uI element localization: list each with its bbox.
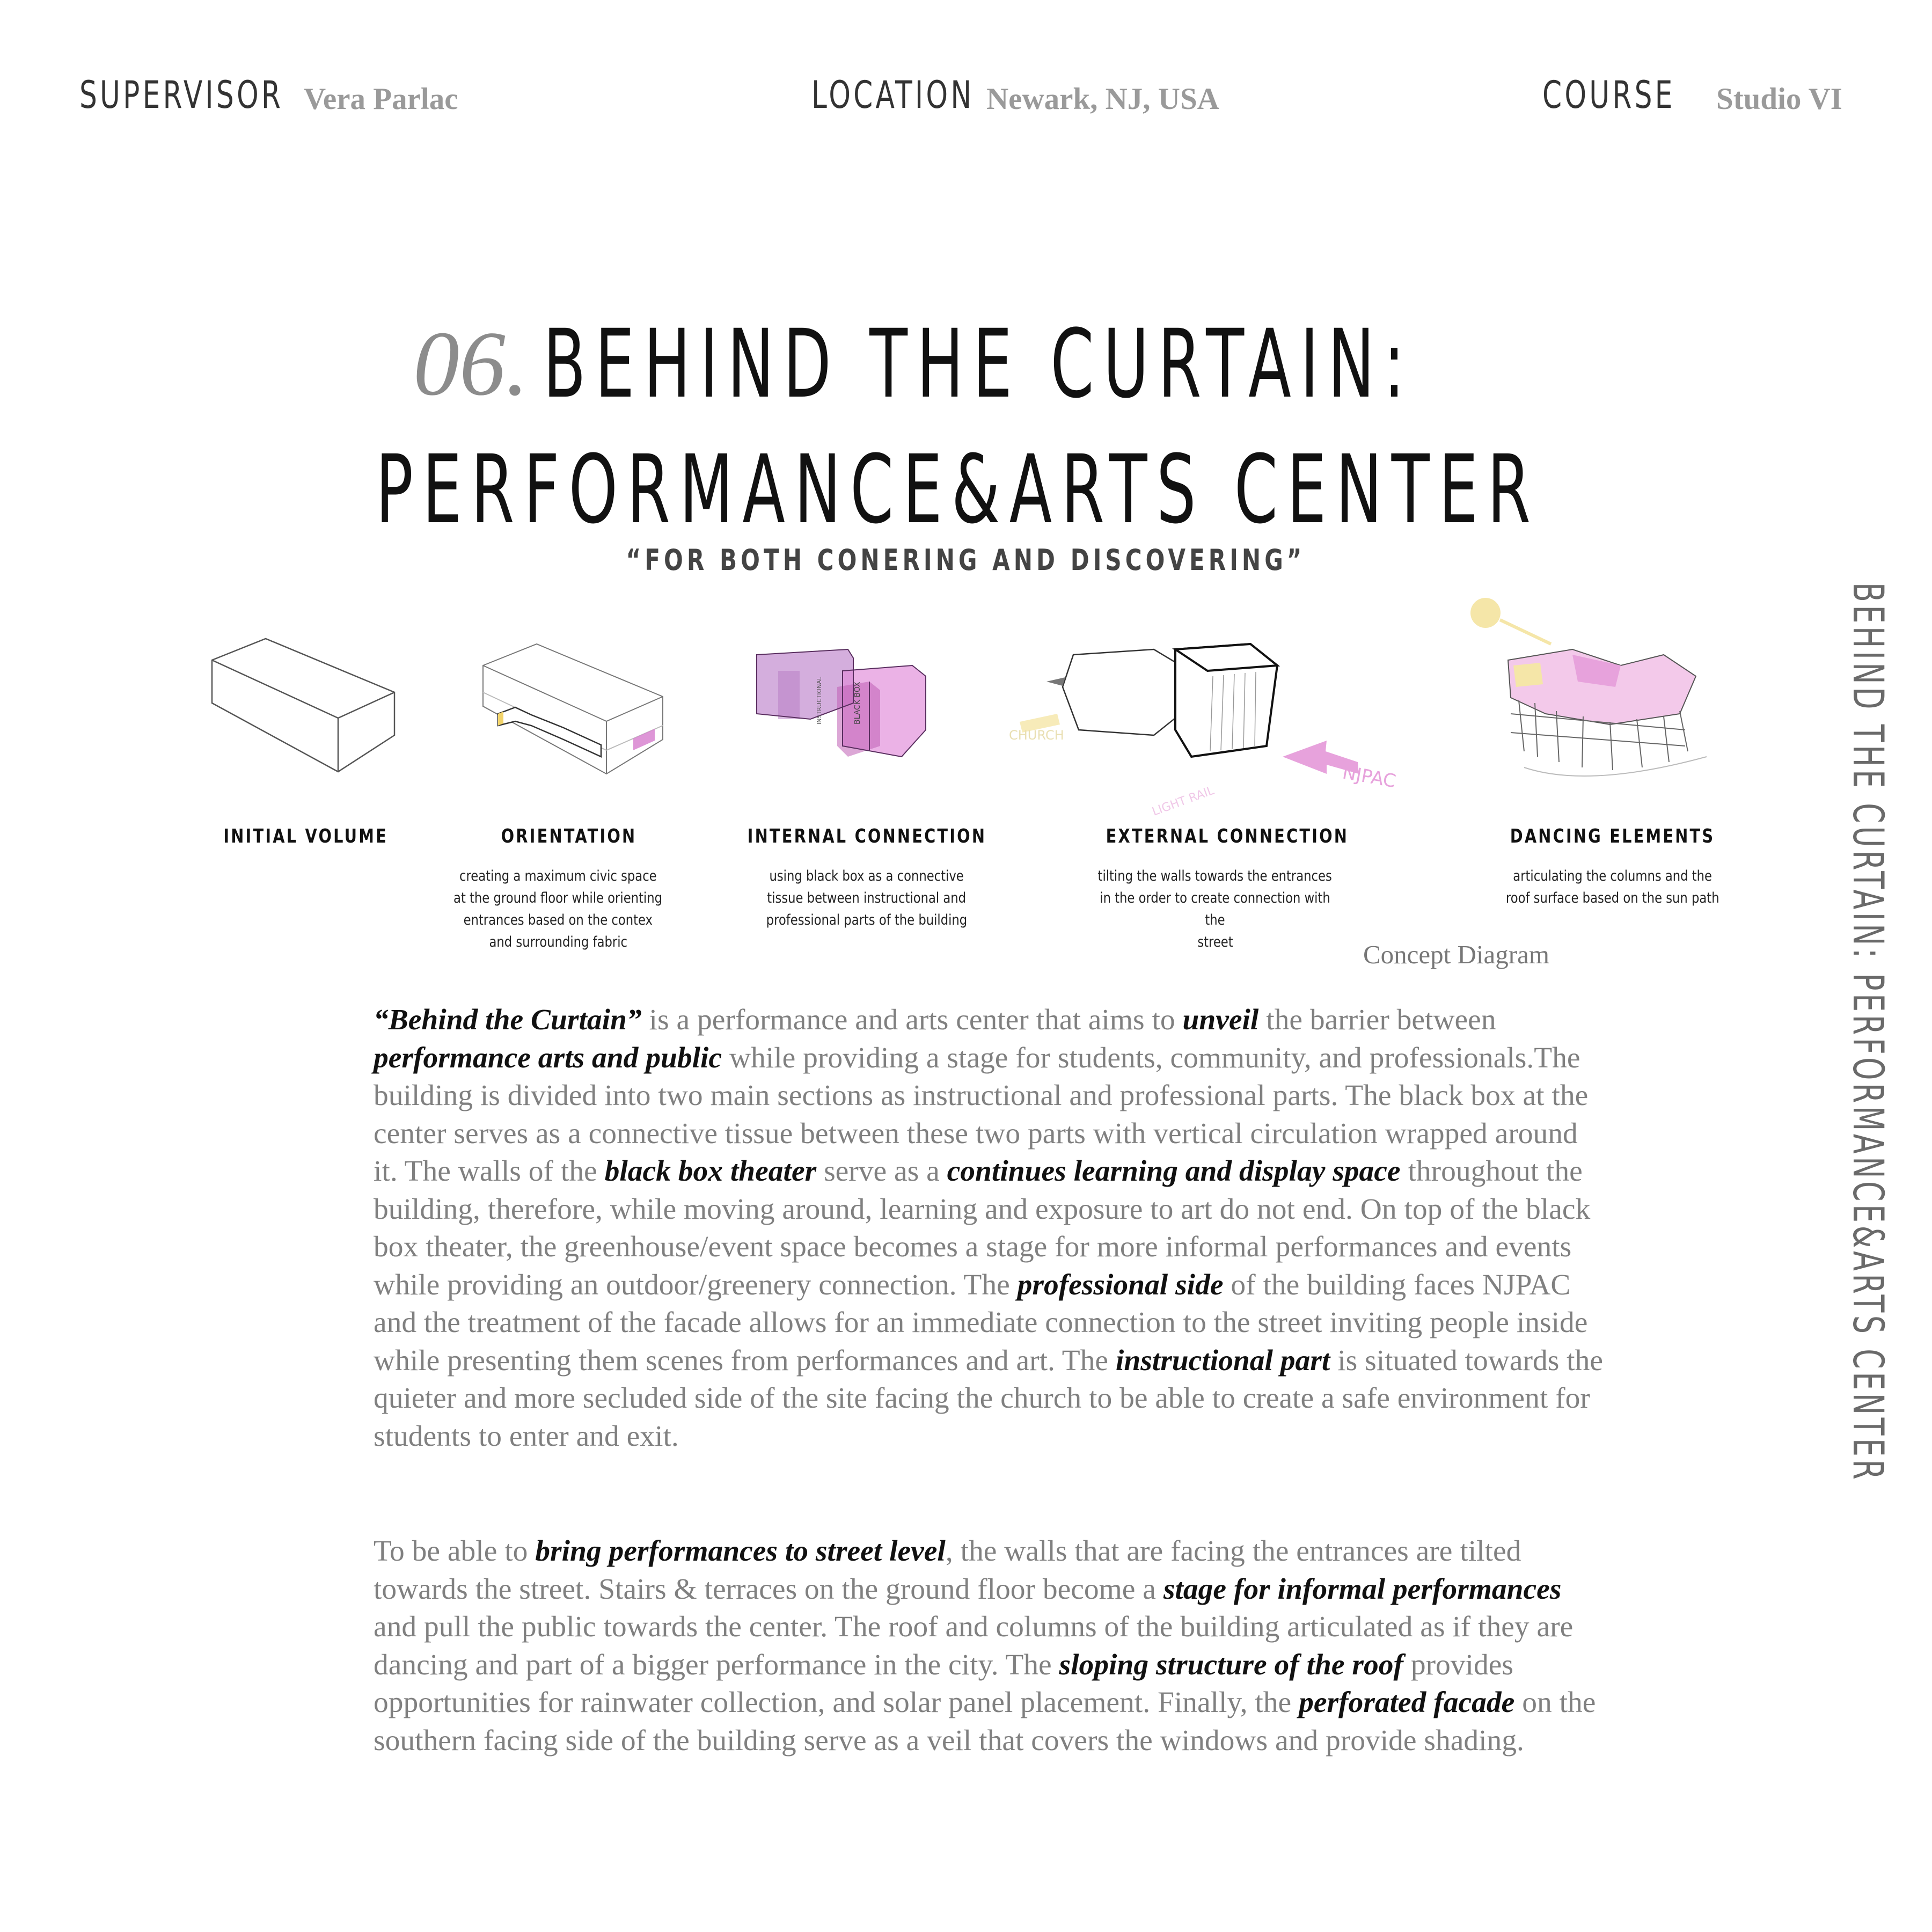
page-title-line-1: BEHIND THE CURTAIN:	[543, 309, 1414, 419]
body-text: provides opportunities for rainwater collection, and solar panel placement. Finally, the	[374, 1648, 1513, 1719]
diagram-external-connection	[998, 633, 1438, 826]
body-text: is a performance and arts center that aims to	[641, 1004, 1183, 1036]
page-subtitle: “FOR BOTH CONERING AND DISCOVERING”	[626, 543, 1306, 577]
light-rail-map-label: LIGHT RAIL	[1150, 784, 1216, 819]
emphasis-text: professional side	[1017, 1268, 1224, 1301]
body-text: To be able to	[374, 1535, 536, 1568]
body-text: is situated towards the quieter and more secluded side of the site facing the church to be able to create a safe environment for students to enter and exit.	[374, 1344, 1603, 1453]
emphasis-text: sloping structure of the roof	[1059, 1648, 1403, 1681]
body-text: of the building faces NJPAC and the treatment of the facade allows for an immediate connection to the street inviting people inside while presenting them scenes from performances and art. The	[374, 1268, 1588, 1377]
course-label: COURSE	[1542, 73, 1675, 117]
stage-label-orientation: ORIENTATION	[501, 825, 637, 847]
sun-icon	[1470, 598, 1501, 628]
side-title: BEHIND THE CURTAIN: PERFORMANCE&ARTS CENTER	[1843, 582, 1892, 1483]
supervisor-value: Vera Parlac	[304, 82, 458, 116]
body-text: serve as a	[816, 1155, 947, 1188]
emphasis-text: bring performances to street level	[535, 1535, 946, 1568]
njpac-map-label: NJPAC	[1341, 762, 1398, 793]
emphasis-text: performance arts and public	[374, 1041, 722, 1074]
stage-desc-internal-connection: using black box as a connective tissue between instructional and professional parts of the building	[766, 868, 968, 928]
diagram-orientation	[472, 633, 676, 789]
stage-desc-orientation: creating a maximum civic space at the ground floor while orienting entrances based on the contex and surrounding fabric	[453, 868, 663, 950]
stage-desc-external-connection: tilting the walls towards the entrances in the order to create connection with the street	[1097, 868, 1333, 950]
diagram-internal-connection	[741, 639, 955, 800]
emphasis-text: stage for informal performances	[1163, 1572, 1562, 1606]
body-text: throughout the building, therefore, while moving around, learning and exposure to art do not end. On top of the black box theater, the greenhouse/event space becomes a stage for more informal performances and events while providing an outdoor/greenery connection. The	[374, 1155, 1591, 1301]
body-text: while providing a stage for students, community, and professionals.The building is divided into two main sections as instructional and professional parts. The black box at the center serves as a connective tissue between these two parts with vertical circulation wrapped around it. The walls of the	[374, 1041, 1589, 1188]
body-text: on the southern facing side of the building serve as a veil that covers the windows and provide shading.	[374, 1686, 1596, 1757]
stage-label-initial-volume: INITIAL VOLUME	[223, 825, 389, 847]
instructional-tag: INSTRUCTIONAL	[816, 676, 823, 724]
church-map-label: CHURCH	[1009, 728, 1064, 743]
emphasis-text: instructional part	[1115, 1344, 1330, 1377]
location-value: Newark, NJ, USA	[986, 82, 1219, 116]
black-box-tag: BLACK BOX	[853, 682, 862, 724]
course-value: Studio VI	[1716, 82, 1842, 116]
diagram-caption: Concept Diagram	[1363, 940, 1549, 969]
page-title-line-2: PERFORMANCE&ARTS CENTER	[376, 435, 1540, 545]
stage-label-external-connection: EXTERNAL CONNECTION	[1106, 825, 1349, 847]
stage-desc-dancing-elements: articulating the columns and the roof surface based on the sun path	[1506, 868, 1719, 906]
emphasis-text: continues learning and display space	[947, 1155, 1401, 1188]
body-paragraph-2	[374, 1533, 1608, 1760]
location-label: LOCATION	[811, 73, 975, 117]
body-paragraph-1	[374, 1001, 1608, 1455]
stage-label-dancing-elements: DANCING ELEMENTS	[1510, 825, 1715, 847]
diagram-initial-volume	[204, 628, 408, 784]
body-text: , the walls that are facing the entrances are tilted towards the street. Stairs & terraces on the ground floor become a	[374, 1535, 1521, 1606]
body-text: and pull the public towards the center. The roof and columns of the building articulated as if they are dancing and part of a bigger performance in the city. The	[374, 1611, 1574, 1681]
project-number: 06.	[413, 313, 529, 415]
body-text: the barrier between	[1258, 1004, 1496, 1036]
stage-label-internal-connection: INTERNAL CONNECTION	[747, 825, 986, 847]
emphasis-text: black box theater	[604, 1155, 817, 1188]
emphasis-text: “Behind the Curtain”	[374, 1004, 642, 1036]
diagram-dancing-elements	[1449, 590, 1728, 805]
emphasis-text: unveil	[1182, 1004, 1259, 1036]
supervisor-label: SUPERVISOR	[79, 73, 284, 117]
emphasis-text: perforated facade	[1299, 1686, 1515, 1719]
